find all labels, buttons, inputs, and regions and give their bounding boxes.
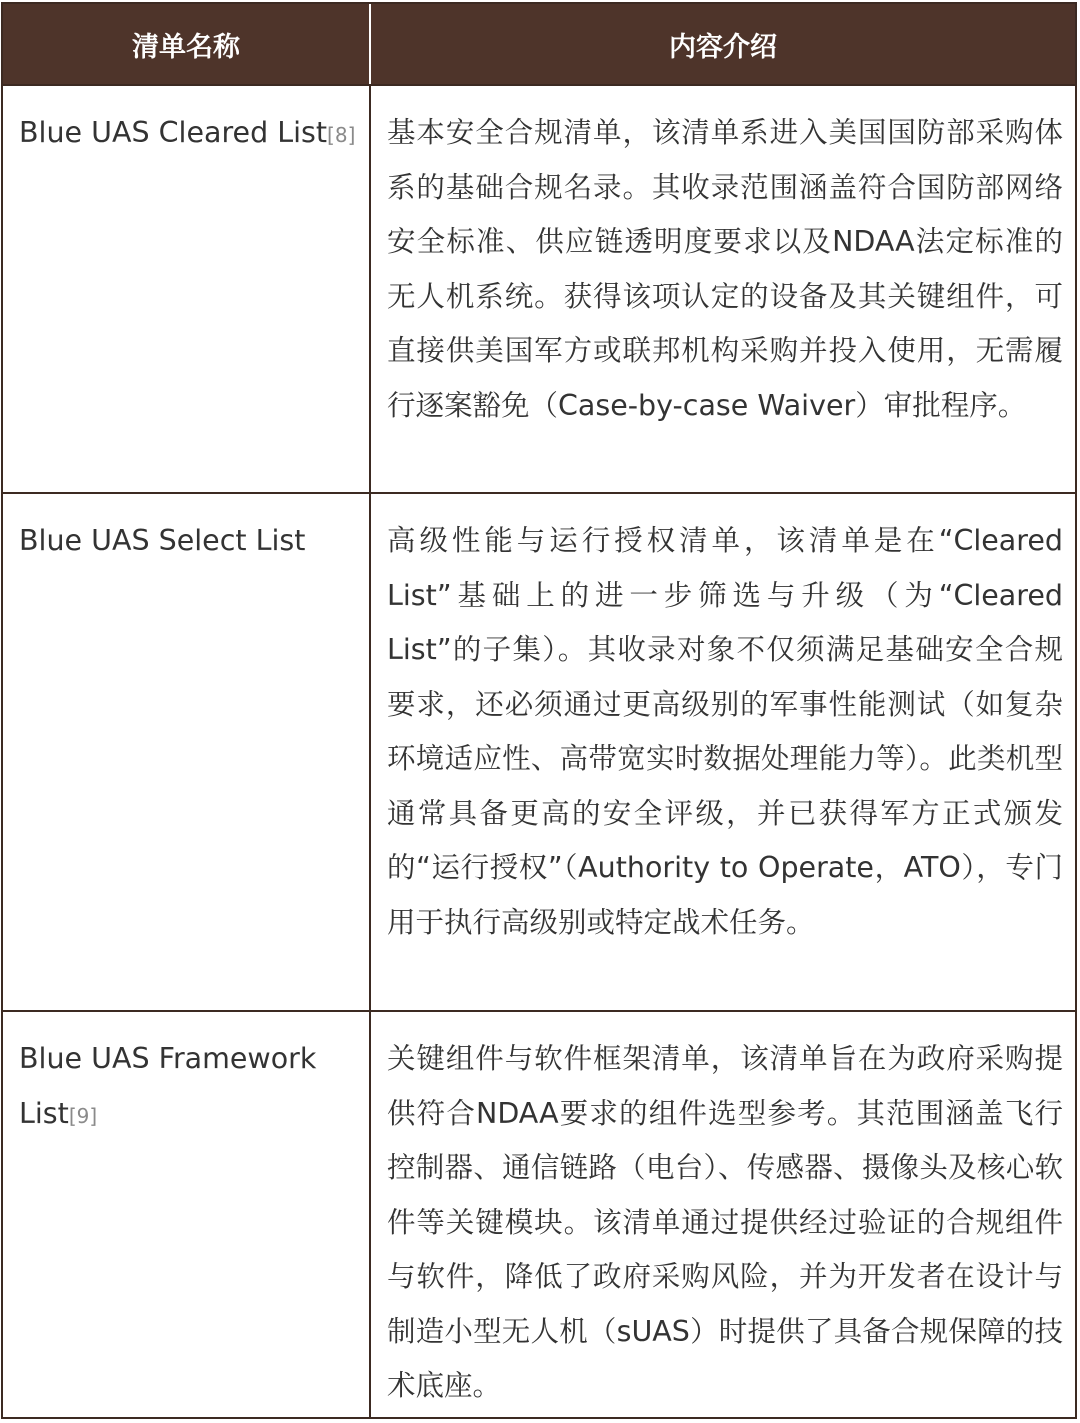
- list-name-cell: [3, 1012, 371, 1417]
- table-header: [3, 4, 1075, 84]
- list-description: 基本安全合规清单，该清单系进入美国国防部采购体系的基础合规名录。其收录范围涵盖符合国防部网络安全标准、供应链透明度要求以及NDAA法定标准的无人机系统。获得该项认定的设备及其关键组件，可直接供美国军方或联邦机构采购并投入使用，无需履行逐案豁免（Case-by-case Waiver）审批程序。: [387, 116, 1063, 422]
- list-name-cell: [3, 86, 371, 492]
- list-name-cell: [3, 494, 371, 1010]
- list-name: Blue UAS Cleared List: [19, 116, 328, 149]
- table-row: [3, 1010, 1075, 1417]
- header-content-intro: 内容介绍: [669, 31, 777, 63]
- list-name: Blue UAS Framework List: [19, 1042, 317, 1130]
- header-list-name: 清单名称: [3, 4, 371, 84]
- reference-link[interactable]: [9]: [68, 1103, 98, 1128]
- table-row: [3, 84, 1075, 492]
- list-name: Blue UAS Select List: [19, 524, 306, 557]
- table-row: [3, 492, 1075, 1010]
- reference-link[interactable]: [8]: [327, 123, 356, 147]
- list-description: 关键组件与软件框架清单，该清单旨在为政府采购提供符合NDAA要求的组件选型参考。其范围涵盖飞行控制器、通信链路（电台）、传感器、摄像头及核心软件等关键模块。该清单通过提供经过验证的合规组件与软件，降低了政府采购风险，并为开发者在设计与制造小型无人机（sUAS）时提供了具备合规保障的技术底座。: [387, 1042, 1063, 1402]
- uas-list-table: [1, 2, 1077, 1419]
- list-description: 高级性能与运行授权清单，该清单是在“Cleared List”基础上的进一步筛选与升级（为“Cleared List”的子集）。其收录对象不仅须满足基础安全合规要求，还必须通过更高级别的军事性能测试（如复杂环境适应性、高带宽实时数据处理能力等）。此类机型通常具备更高的安全评级，并已获得军方正式颁发的“运行授权”（Authority to Operate，ATO），专门用于执行高级别或特定战术任务。: [387, 524, 1063, 939]
